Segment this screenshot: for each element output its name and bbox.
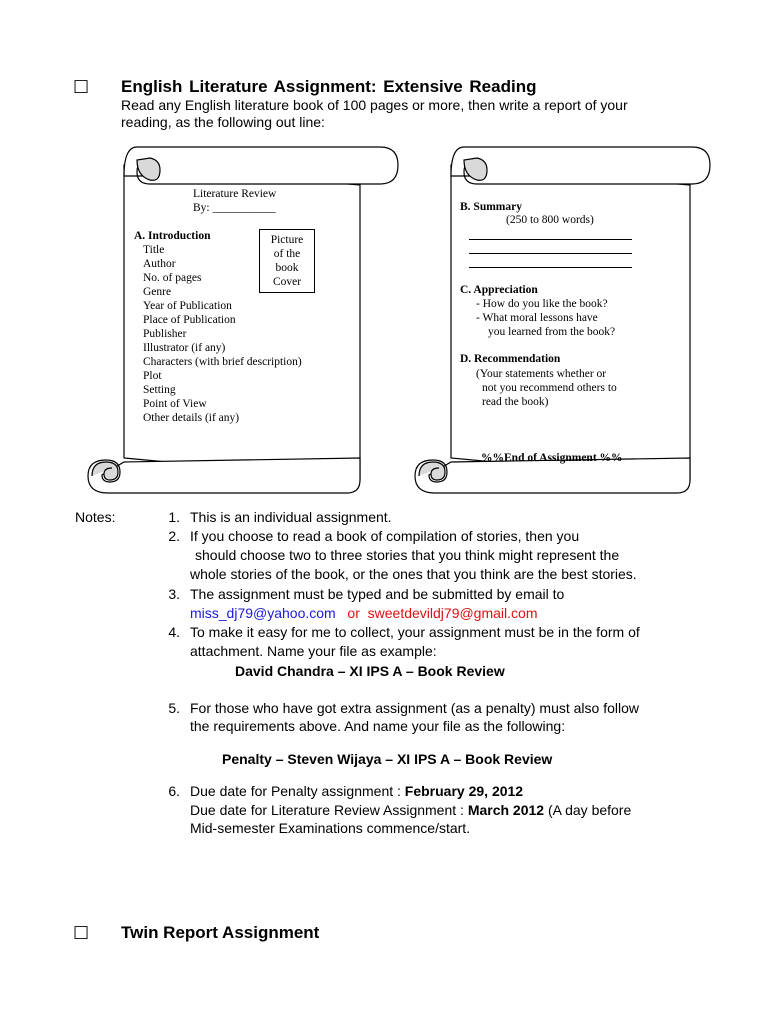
filename-example-2: Penalty – Steven Wijaya – XI IPS A – Book Review <box>222 751 553 767</box>
intro-item: Publisher <box>143 328 187 340</box>
notes-label: Notes: <box>75 509 116 525</box>
checkbox-bullet-icon: □ <box>73 76 90 96</box>
note-number: 4. <box>168 624 180 640</box>
picture-box-line: Picture <box>270 234 304 246</box>
picture-box-line: of the <box>273 248 301 260</box>
note-2-line-2: should choose two to three stories that you think might represent the <box>195 547 620 563</box>
summary-blank-line <box>469 239 632 240</box>
note-5-line-2: the requirements above. And name your file as the following: <box>190 718 566 734</box>
twin-report-title: Twin Report Assignment <box>121 923 320 942</box>
or-text: or <box>347 605 360 621</box>
left-scroll-top-roll <box>124 147 398 184</box>
note-2-line-1: If you choose to read a book of compilation of stories, then you <box>190 528 580 544</box>
note-3-emails <box>190 604 537 623</box>
note-3-line-1: The assignment must be typed and be submitted by email to <box>190 586 565 602</box>
intro-item: Genre <box>143 286 172 298</box>
note-number: 3. <box>168 586 180 602</box>
section-b-title: B. Summary <box>460 201 522 213</box>
section-a-title: A. Introduction <box>134 230 211 242</box>
email-link-gmail[interactable]: sweetdevildj79@gmail.com <box>367 605 538 621</box>
summary-blank-line <box>469 267 632 268</box>
intro-line-1: Read any English literature book of 100 pages or more, then write a report of your <box>121 97 628 113</box>
intro-item: Title <box>143 244 165 256</box>
summary-word-count: (250 to 800 words) <box>506 214 594 226</box>
review-due-note: (A day before <box>544 802 632 818</box>
intro-item: Other details (if any) <box>143 412 240 424</box>
note-5-line-1: For those who have got extra assignment (as a penalty) must also follow <box>190 700 639 716</box>
left-scroll-bottom-roll <box>88 458 360 493</box>
right-scroll-top-roll <box>451 147 710 184</box>
penalty-due-label: Due date for Penalty assignment : <box>190 783 405 799</box>
picture-box-line: book <box>275 262 299 274</box>
note-number: 2. <box>168 528 180 544</box>
intro-item: No. of pages <box>143 272 202 284</box>
checkbox-bullet-icon: □ <box>73 922 90 942</box>
note-number: 6. <box>168 783 180 799</box>
appreciation-q1: - How do you like the book? <box>476 298 608 310</box>
note-6-line-2 <box>190 801 631 820</box>
picture-box-line: Cover <box>272 276 302 288</box>
intro-line-2: reading, as the following out line: <box>121 114 325 130</box>
note-2-line-3: whole stories of the book, or the ones that you think are the best stories. <box>190 566 637 582</box>
review-due-label: Due date for Literature Review Assignment : <box>190 802 468 818</box>
recommendation-line-2: not you recommend others to <box>482 382 617 394</box>
picture-placeholder-box <box>259 229 315 293</box>
note-4-line-2: attachment. Name your file as example: <box>190 643 437 659</box>
section-d-title: D. Recommendation <box>460 353 561 365</box>
intro-item: Illustrator (if any) <box>143 342 226 354</box>
review-due-date: March 2012 <box>467 802 545 818</box>
intro-item: Point of View <box>143 398 207 410</box>
summary-blank-line <box>469 253 632 254</box>
note-number: 1. <box>168 509 180 525</box>
intro-item: Plot <box>143 370 162 382</box>
literature-review-by: By: ___________ <box>193 202 276 214</box>
intro-item: Author <box>143 258 176 270</box>
recommendation-line-1: (Your statements whether or <box>476 368 607 380</box>
end-of-assignment: %%End of Assignment %% <box>481 452 623 464</box>
email-link-yahoo[interactable]: miss_dj79@yahoo.com <box>190 605 336 621</box>
filename-example-1: David Chandra – XI IPS A – Book Review <box>235 663 505 679</box>
intro-item: Year of Publication <box>143 300 232 312</box>
note-1-text: This is an individual assignment. <box>190 509 392 525</box>
appreciation-q2-cont: you learned from the book? <box>488 326 616 338</box>
note-6-line-1 <box>190 782 523 801</box>
intro-item: Characters (with brief description) <box>143 356 302 368</box>
recommendation-line-3: read the book) <box>482 396 549 408</box>
appreciation-q2: - What moral lessons have <box>476 312 598 324</box>
section-c-title: C. Appreciation <box>460 284 538 296</box>
assignment-title: English Literature Assignment: Extensive Reading <box>121 77 537 96</box>
literature-review-heading: Literature Review <box>193 188 277 200</box>
note-number: 5. <box>168 700 180 716</box>
note-4-line-1: To make it easy for me to collect, your assignment must be in the form of <box>190 624 640 640</box>
note-6-line-3: Mid-semester Examinations commence/start. <box>190 820 471 836</box>
intro-item: Setting <box>143 384 176 396</box>
penalty-due-date: February 29, 2012 <box>404 783 524 799</box>
intro-item: Place of Publication <box>143 314 236 326</box>
